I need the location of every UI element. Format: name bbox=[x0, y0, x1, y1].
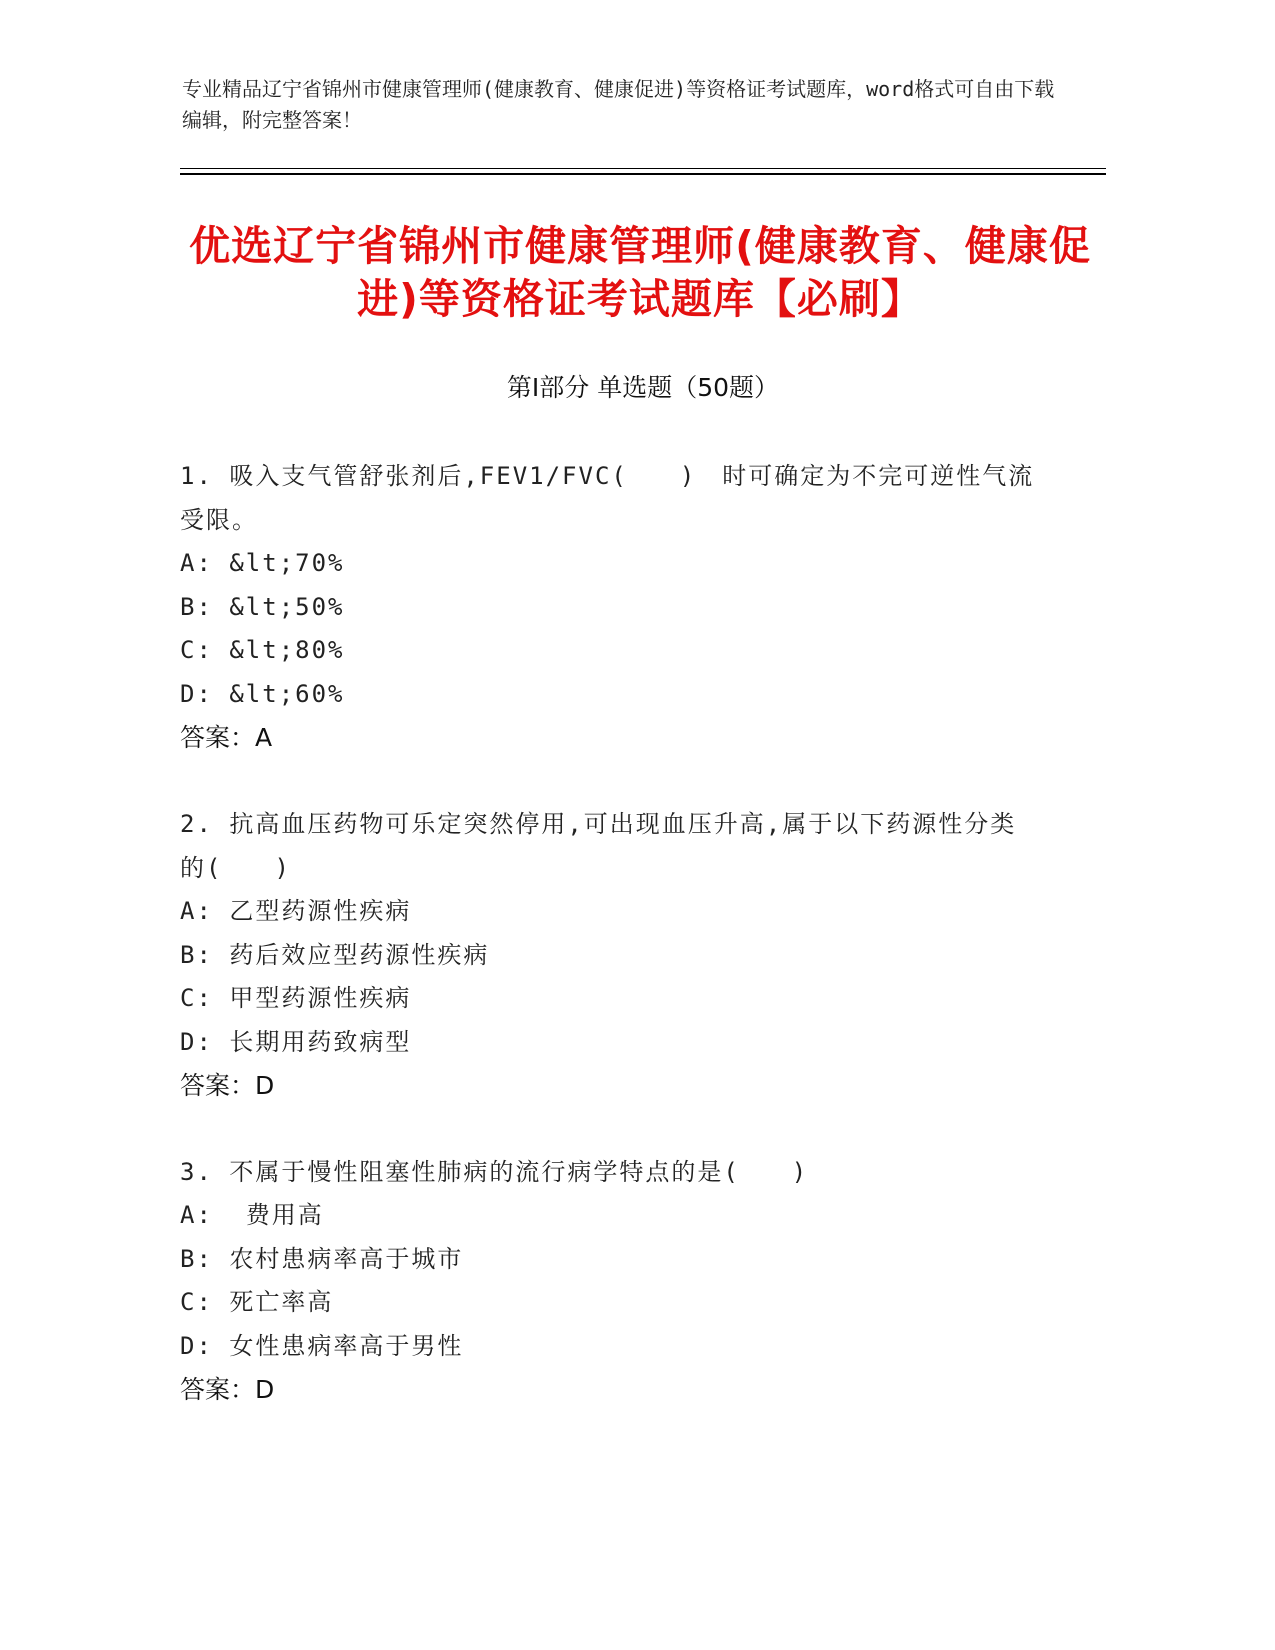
section-heading: 第Ⅰ部分 单选题（50题） bbox=[506, 373, 780, 402]
option-c: C: 死亡率高 bbox=[180, 1288, 334, 1316]
question-2 bbox=[180, 802, 1040, 1108]
option-d: D: 女性患病率高于男性 bbox=[180, 1331, 464, 1360]
option-c: C: &lt;80% bbox=[180, 636, 345, 664]
question-3 bbox=[180, 1150, 1040, 1412]
option-c: C: 甲型药源性疾病 bbox=[180, 984, 412, 1012]
question-stem: 1. 吸入支气管舒张剂后,FEV1/FVC( ) 时可确定为不完可逆性气流受限。 bbox=[180, 462, 1035, 534]
option-b: B: &lt;50% bbox=[180, 592, 345, 621]
header-note: 专业精品辽宁省锦州市健康管理师(健康教育、健康促进)等资格证考试题库，word格式可自由下载编辑，附完整答案！ bbox=[182, 77, 1055, 132]
option-a: A: 费用高 bbox=[180, 1201, 324, 1229]
option-d: D: 长期用药致病型 bbox=[180, 1027, 412, 1056]
header-divider-thick bbox=[180, 173, 1106, 175]
option-b: B: 农村患病率高于城市 bbox=[180, 1244, 464, 1273]
option-d: D: &lt;60% bbox=[180, 679, 345, 708]
question-1 bbox=[180, 454, 1040, 760]
option-a: A: 乙型药源性疾病 bbox=[180, 897, 412, 925]
question-stem: 2. 抗高血压药物可乐定突然停用,可出现血压升高,属于以下药源性分类的( ) bbox=[180, 810, 1017, 882]
answer: 答案：A bbox=[180, 723, 273, 752]
option-b: B: 药后效应型药源性疾病 bbox=[180, 940, 490, 969]
header-divider-thin bbox=[180, 168, 1106, 169]
answer: 答案：D bbox=[180, 1375, 275, 1404]
question-stem: 3. 不属于慢性阻塞性肺病的流行病学特点的是( ) bbox=[180, 1158, 809, 1186]
option-a: A: &lt;70% bbox=[180, 549, 345, 577]
document-title: 优选辽宁省锦州市健康管理师(健康教育、健康促进)等资格证考试题库【必刷】 bbox=[189, 222, 1091, 323]
answer: 答案：D bbox=[180, 1071, 275, 1100]
